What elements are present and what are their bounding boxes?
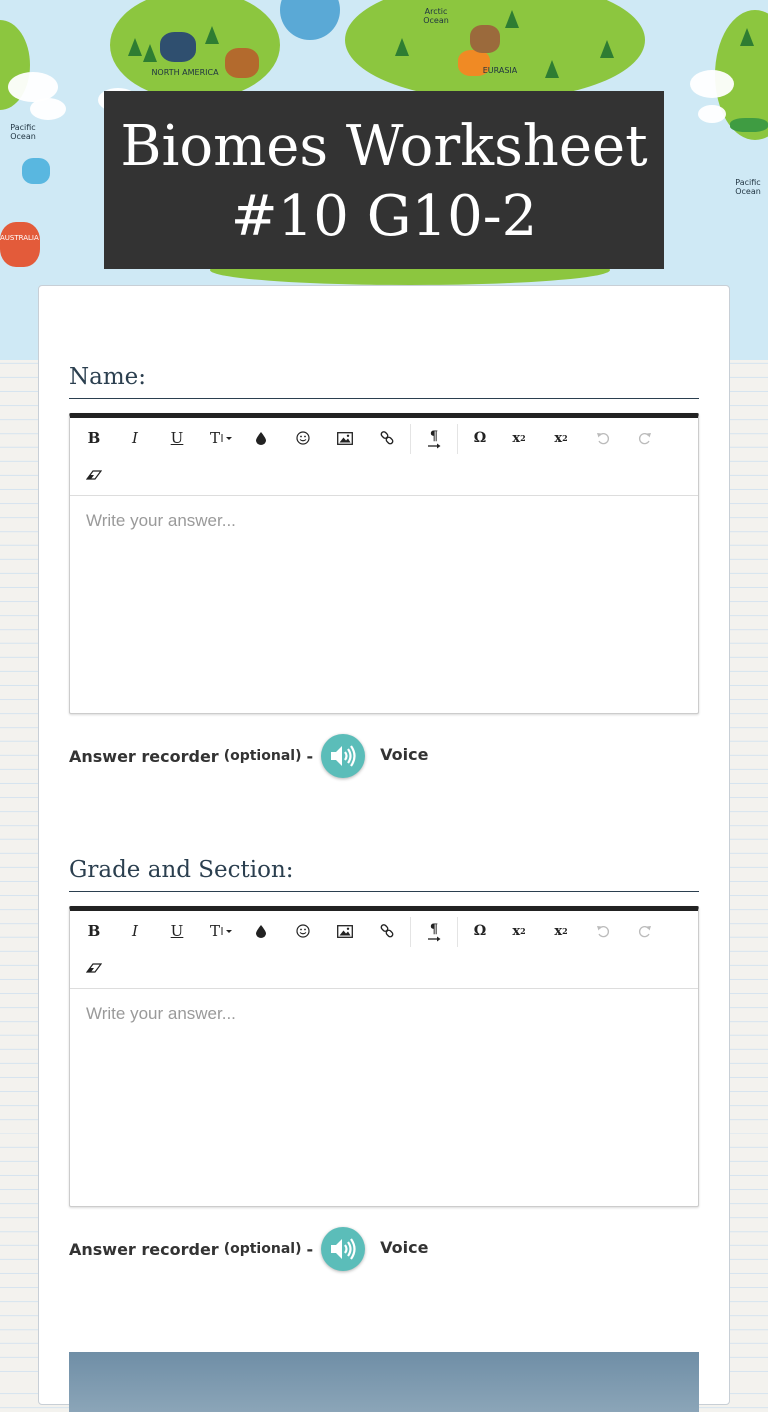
subscript-mark: 2: [520, 926, 526, 936]
voice-record-button[interactable]: [321, 734, 365, 778]
cloud-icon: [698, 105, 726, 123]
subscript-label: x: [512, 923, 521, 939]
eraser-icon: [86, 963, 102, 973]
italic-button[interactable]: I: [132, 922, 138, 940]
map-label-eurasia: EURASIA: [482, 66, 518, 75]
toolbar-separator: [410, 424, 411, 454]
toolbar-separator: [410, 917, 411, 947]
octopus-illustration: [22, 158, 50, 184]
paragraph-icon: ¶: [429, 429, 439, 444]
tree-icon: [395, 38, 409, 56]
bold-button[interactable]: B: [87, 922, 101, 940]
subscript-mark: 2: [520, 433, 526, 443]
redo-icon: [638, 431, 652, 445]
answer-editor-grade-section: [69, 906, 699, 1207]
crocodile-illustration: [730, 118, 768, 132]
redo-icon: [638, 924, 652, 938]
undo-icon: [596, 924, 610, 938]
font-size-button[interactable]: [206, 423, 240, 453]
paragraph-icon: ¶: [429, 922, 439, 937]
answer-recorder: [69, 732, 428, 780]
paragraph-direction-button[interactable]: [419, 918, 449, 948]
tree-icon: [740, 28, 754, 46]
superscript-mark: 2: [562, 926, 568, 936]
voice-label: Voice: [380, 744, 429, 764]
answer-input-name[interactable]: [70, 495, 698, 713]
superscript-button[interactable]: [546, 423, 576, 453]
answer-input-grade-section[interactable]: [70, 988, 698, 1206]
question-label-grade-section: Grade and Section:: [69, 857, 699, 892]
tree-icon: [505, 10, 519, 28]
biome-photo: [69, 1352, 699, 1412]
italic-button[interactable]: I: [132, 429, 138, 447]
redo-button[interactable]: [630, 916, 660, 946]
map-label-pacific-right: Pacific Ocean: [735, 178, 761, 196]
link-button[interactable]: [372, 916, 402, 946]
tree-icon: [128, 38, 142, 56]
bear-brown-illustration: [470, 25, 500, 53]
underline-button[interactable]: U: [170, 429, 184, 447]
voice-label: Voice: [380, 1237, 429, 1257]
tree-icon: [205, 26, 219, 44]
undo-button[interactable]: [588, 423, 618, 453]
smiley-icon: [296, 431, 310, 445]
image-icon: [337, 925, 353, 938]
font-size-button[interactable]: [206, 916, 240, 946]
question-label-name: Name:: [69, 364, 699, 399]
recorder-optional: (optional): [223, 1241, 302, 1257]
special-char-button[interactable]: Ω: [473, 430, 487, 446]
arrow-right-icon: [427, 936, 441, 942]
editor-toolbar: [70, 911, 698, 989]
clear-format-button[interactable]: [79, 460, 109, 490]
droplet-icon: [256, 432, 266, 445]
undo-button[interactable]: [588, 916, 618, 946]
font-size-caret-icon: [220, 926, 236, 936]
speaker-icon: [329, 744, 357, 768]
continent-greenland: [280, 0, 340, 40]
redo-button[interactable]: [630, 423, 660, 453]
text-color-button[interactable]: [246, 423, 276, 453]
moose-illustration: [225, 48, 259, 78]
koala-illustration: [0, 222, 40, 267]
recorder-dash: -: [306, 746, 314, 766]
superscript-label: x: [554, 430, 563, 446]
worksheet-title: Biomes Worksheet #10 G10-2: [104, 91, 664, 269]
link-icon: [380, 431, 394, 445]
cloud-icon: [690, 70, 734, 98]
cloud-icon: [30, 98, 66, 120]
answer-editor-name: [69, 413, 699, 714]
superscript-label: x: [554, 923, 563, 939]
image-button[interactable]: [330, 916, 360, 946]
toolbar-separator: [457, 917, 458, 947]
emoji-button[interactable]: [288, 423, 318, 453]
undo-icon: [596, 431, 610, 445]
font-size-label: T: [209, 922, 220, 940]
subscript-label: x: [512, 430, 521, 446]
editor-toolbar: [70, 418, 698, 496]
link-icon: [380, 924, 394, 938]
image-icon: [337, 432, 353, 445]
font-size-caret-icon: [220, 433, 236, 443]
recorder-dash: -: [306, 1239, 314, 1259]
map-label-pacific-left: Pacific Ocean: [10, 123, 36, 141]
eraser-icon: [86, 470, 102, 480]
bold-button[interactable]: B: [87, 429, 101, 447]
tree-icon: [545, 60, 559, 78]
toolbar-separator: [457, 424, 458, 454]
special-char-button[interactable]: Ω: [473, 923, 487, 939]
font-size-label: T: [209, 429, 220, 447]
map-label-north-america: NORTH AMERICA: [151, 68, 219, 77]
tree-icon: [143, 44, 157, 62]
arrow-right-icon: [427, 443, 441, 449]
bear-illustration: [160, 32, 196, 62]
text-color-button[interactable]: [246, 916, 276, 946]
map-label-arctic: Arctic Ocean: [423, 7, 449, 25]
smiley-icon: [296, 924, 310, 938]
subscript-button[interactable]: [504, 423, 534, 453]
link-button[interactable]: [372, 423, 402, 453]
superscript-mark: 2: [562, 433, 568, 443]
voice-record-button[interactable]: [321, 1227, 365, 1271]
underline-button[interactable]: U: [170, 922, 184, 940]
recorder-label: Answer recorder: [69, 1239, 219, 1259]
recorder-optional: (optional): [223, 748, 302, 764]
paragraph-direction-button[interactable]: [419, 425, 449, 455]
recorder-label: Answer recorder: [69, 746, 219, 766]
answer-recorder: [69, 1225, 428, 1273]
emoji-button[interactable]: [288, 916, 318, 946]
tree-icon: [600, 40, 614, 58]
image-button[interactable]: [330, 423, 360, 453]
speaker-icon: [329, 1237, 357, 1261]
worksheet-card: [38, 285, 730, 1405]
subscript-button[interactable]: [504, 916, 534, 946]
superscript-button[interactable]: [546, 916, 576, 946]
clear-format-button[interactable]: [79, 953, 109, 983]
droplet-icon: [256, 925, 266, 938]
map-label-australia: AUSTRALIA: [0, 234, 39, 242]
